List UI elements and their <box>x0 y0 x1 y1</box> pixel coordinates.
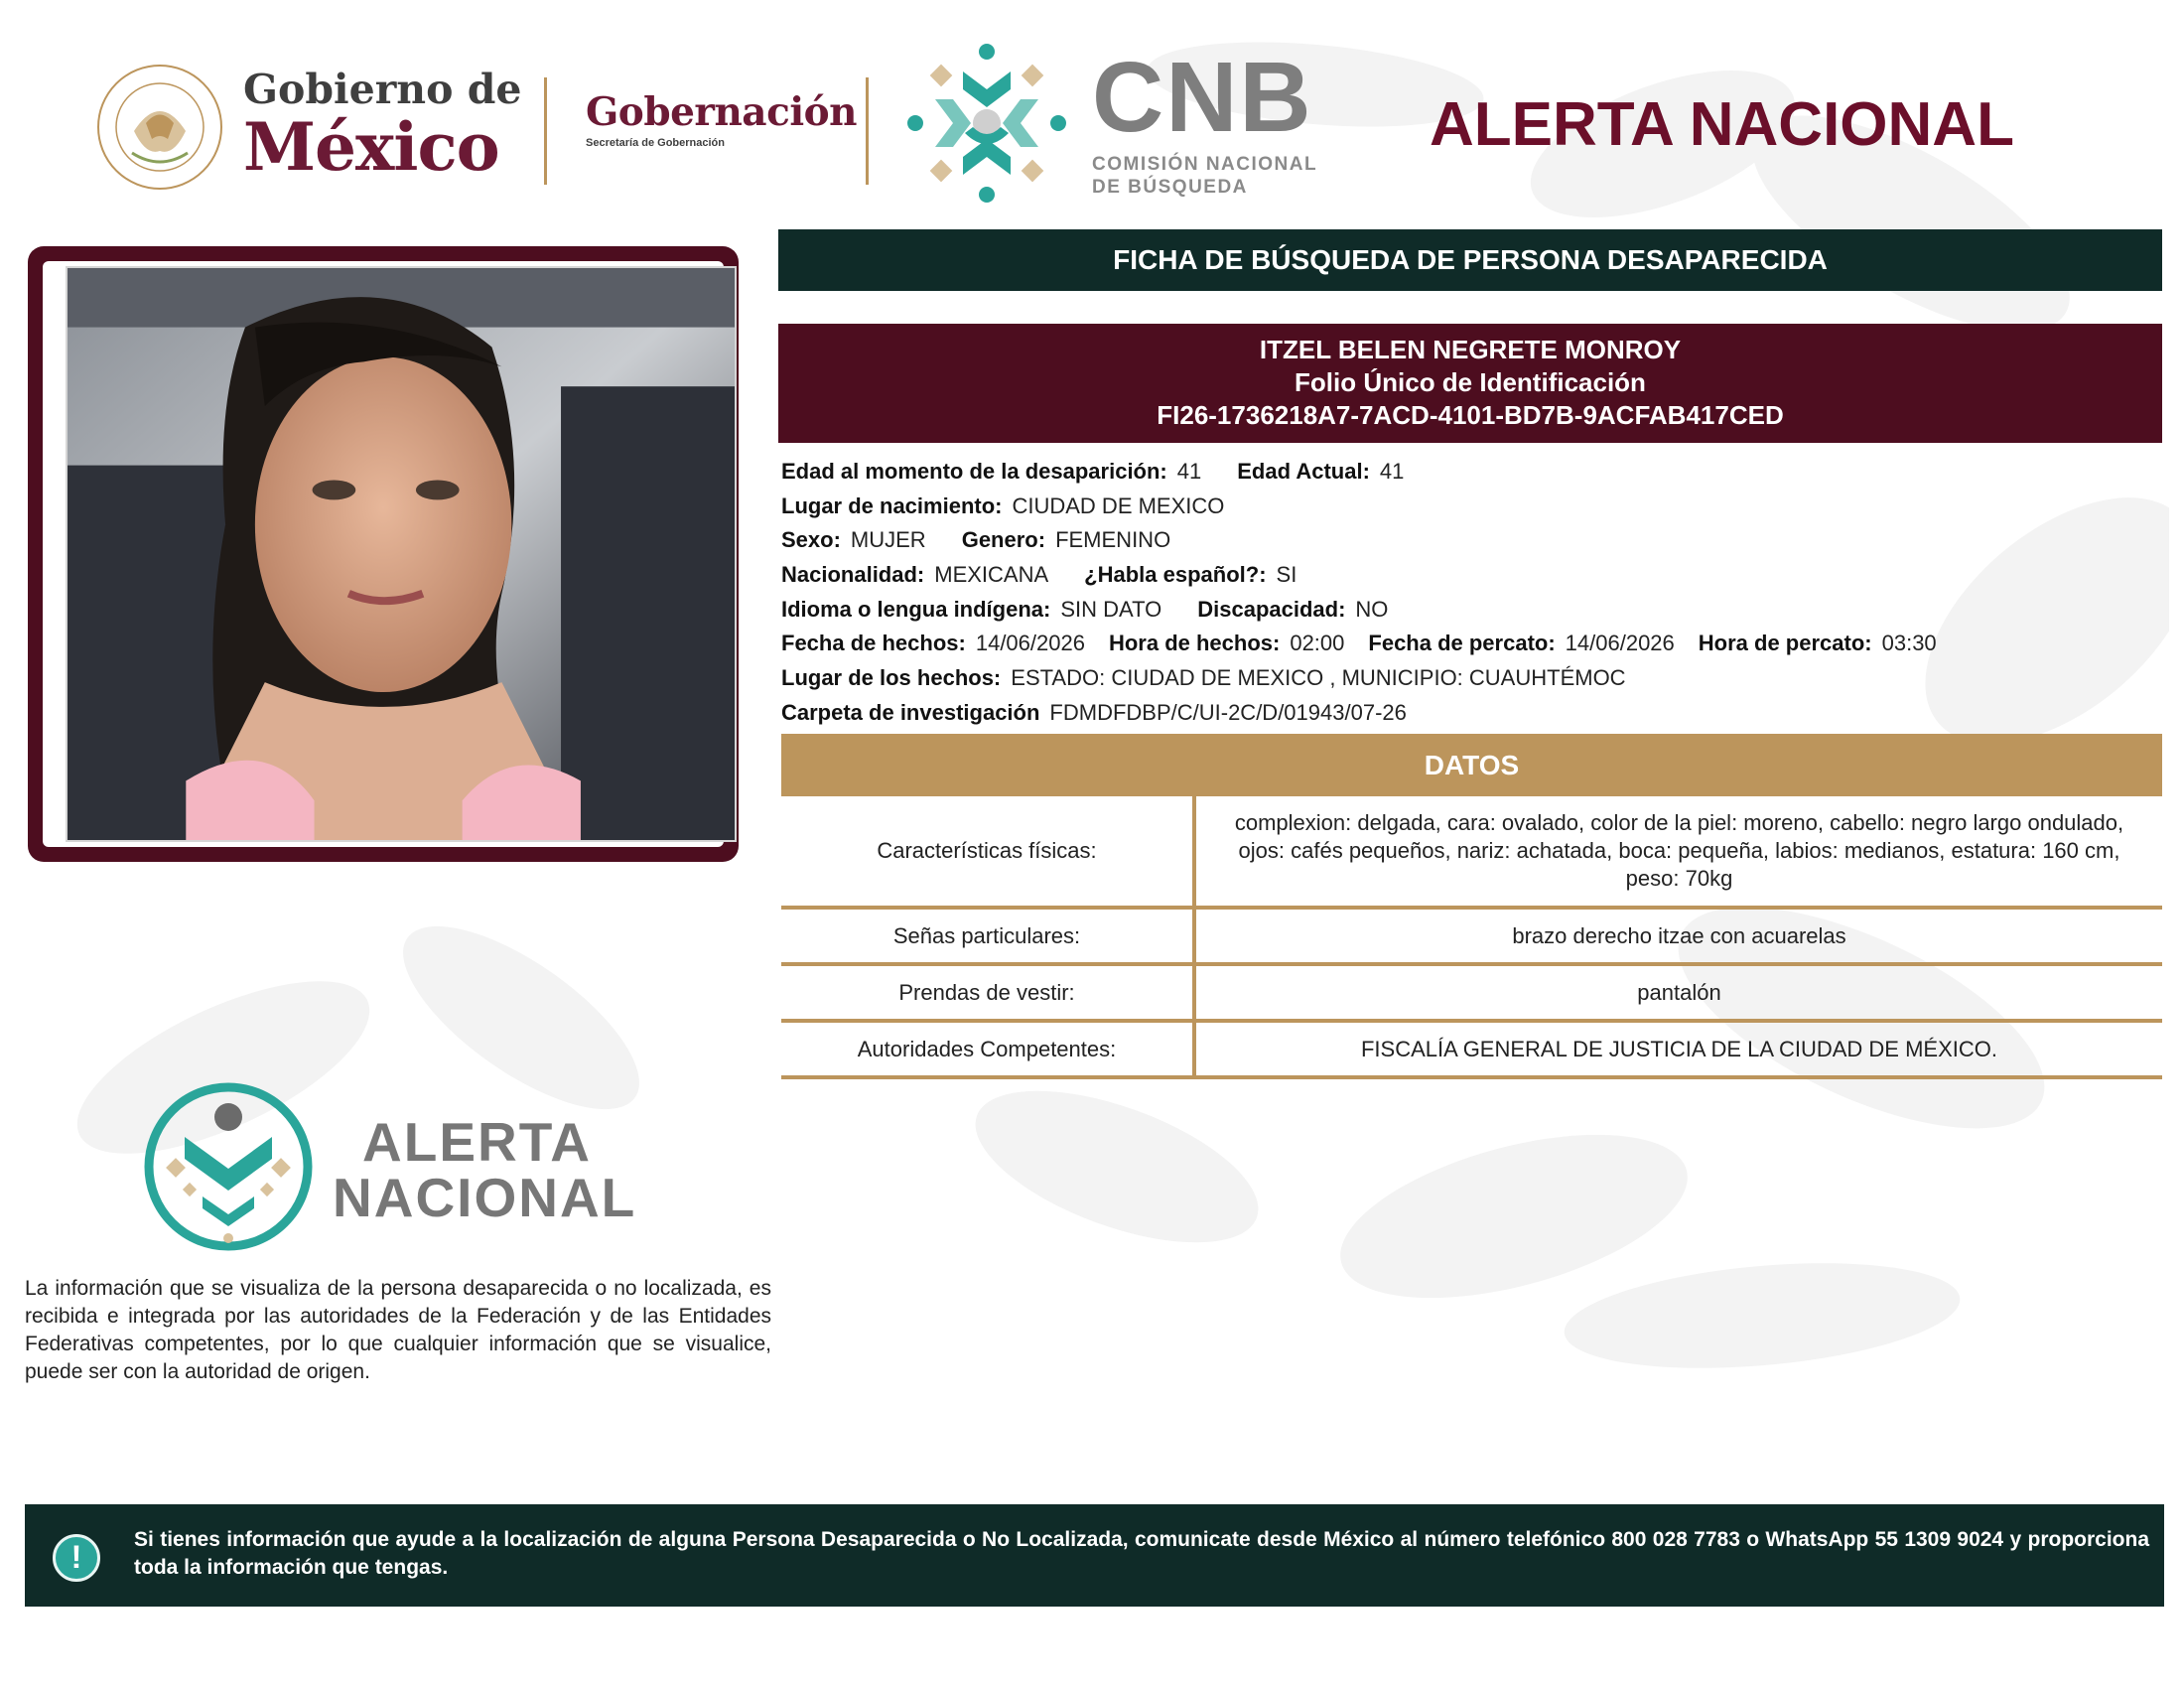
info-value: NO <box>1355 596 1389 622</box>
ficha-title-bar: FICHA DE BÚSQUEDA DE PERSONA DESAPARECIDA <box>778 229 2162 291</box>
info-value: 02:00 <box>1290 631 1345 656</box>
info-label: Fecha de percato: <box>1368 631 1556 656</box>
info-label: Hora de hechos: <box>1108 631 1281 656</box>
datos-label: Autoridades Competentes: <box>781 1021 1194 1077</box>
info-label: Fecha de hechos: <box>781 631 966 656</box>
alerta-nacional-logo-text <box>333 1111 680 1228</box>
table-row <box>781 964 2162 1021</box>
gobierno-line2: México <box>243 108 499 186</box>
alerta-logo-line2: NACIONAL <box>333 1167 637 1228</box>
header-divider <box>866 77 869 185</box>
missing-person-photo <box>66 266 737 842</box>
info-value: FDMDFDBP/C/UI-2C/D/01943/07-26 <box>1049 699 1407 725</box>
info-value: CIUDAD DE MEXICO <box>1012 492 1225 518</box>
table-row <box>781 796 2162 908</box>
info-label: Idioma o lengua indígena: <box>781 596 1051 622</box>
info-label: Carpeta de investigación <box>781 699 1040 725</box>
info-value: SIN DATO <box>1060 596 1162 622</box>
datos-label: Prendas de vestir: <box>781 964 1194 1021</box>
datos-label: Características físicas: <box>781 796 1194 908</box>
info-row-idioma <box>781 593 2151 628</box>
folio-label: Folio Único de Identificación <box>1295 367 1646 397</box>
info-label: Hora de percato: <box>1698 631 1872 656</box>
gobierno-mexico-logo <box>243 66 522 186</box>
person-identification-box <box>778 324 2162 443</box>
info-label: Discapacidad: <box>1197 596 1346 622</box>
info-value: FEMENINO <box>1055 527 1171 553</box>
info-label: ¿Habla español?: <box>1084 562 1267 588</box>
table-row <box>781 908 2162 964</box>
person-name: ITZEL BELEN NEGRETE MONROY <box>1259 335 1682 364</box>
datos-value: FISCALÍA GENERAL DE JUSTICIA DE LA CIUDAD DE MÉXICO. <box>1194 1021 2162 1077</box>
header-divider <box>544 77 547 185</box>
info-row-sexo <box>781 523 2151 558</box>
info-row-edad <box>781 455 2151 490</box>
info-row-carpeta <box>781 696 2151 731</box>
gobernacion-logo <box>586 89 858 149</box>
info-row-nacimiento <box>781 490 2151 524</box>
footer-contact-bar <box>25 1504 2164 1607</box>
gobierno-line1: Gobierno de <box>243 66 522 113</box>
datos-label: Señas particulares: <box>781 908 1194 964</box>
info-label: Edad Actual: <box>1237 459 1370 484</box>
exclamation-icon: ! <box>53 1534 100 1582</box>
info-label: Sexo: <box>781 527 841 553</box>
info-value: 03:30 <box>1881 631 1937 656</box>
gobernacion-subtitle: Secretaría de Gobernación <box>586 137 725 149</box>
alerta-logo-line1: ALERTA <box>362 1111 592 1173</box>
alerta-nacional-logo-icon <box>139 1077 318 1256</box>
info-value: MEXICANA <box>934 562 1049 588</box>
folio-id: FI26-1736218A7-7ACD-4101-BD7B-9ACFAB417CED <box>1157 400 1784 430</box>
alerta-nacional-title: ALERTA NACIONAL <box>1430 90 2014 159</box>
cnb-acronym: CNB <box>1092 42 1313 153</box>
person-info <box>781 455 2151 731</box>
info-value: 14/06/2026 <box>1565 631 1675 656</box>
info-value: ESTADO: CIUDAD DE MEXICO , MUNICIPIO: CUAUHTÉMOC <box>1011 665 1626 691</box>
datos-value: brazo derecho itzae con acuarelas <box>1194 908 2162 964</box>
mexico-seal-logo <box>94 62 225 193</box>
datos-value: complexion: delgada, cara: ovalado, color de la piel: moreno, cabello: negro largo ondulado, ojos: cafés pequeños, nariz: achatada, boca: pequeña, labios: medianos, estatura: 160 cm, peso: 70kg <box>1194 796 2162 908</box>
info-label: Lugar de los hechos: <box>781 665 1002 691</box>
info-value: 41 <box>1176 459 1202 484</box>
datos-title-bar: DATOS <box>781 734 2162 796</box>
info-value: 14/06/2026 <box>975 631 1085 656</box>
gobernacion-title: Gobernación <box>586 89 858 135</box>
info-row-fechas <box>781 627 2151 661</box>
footer-contact-text: Si tienes información que ayude a la localización de alguna Persona Desaparecida o No Localizada, comunicate desde México al número telefónico 800 028 7783 o WhatsApp 55 1309 9024 y proporciona toda la información que tengas. <box>134 1528 2149 1579</box>
datos-table <box>781 796 2162 1079</box>
disclaimer-text: La información que se visualiza de la persona desaparecida o no localizada, es recibida e integrada por las autoridades de la Federación y de las Entidades Federativas competentes, por lo que cualquier información que se visualice, puede ser con la autoridad de origen. <box>25 1277 771 1383</box>
info-row-nacionalidad <box>781 558 2151 593</box>
cnb-line2: DE BÚSQUEDA <box>1092 177 1248 198</box>
cnb-line1: COMISIÓN NACIONAL <box>1092 154 1318 175</box>
info-value: SI <box>1276 562 1297 588</box>
info-label: Lugar de nacimiento: <box>781 492 1003 518</box>
cnb-logo-icon <box>901 38 1072 209</box>
info-row-lugar <box>781 661 2151 696</box>
photo-frame <box>28 246 739 862</box>
info-label: Edad al momento de la desaparición: <box>781 459 1167 484</box>
info-value: 41 <box>1379 459 1405 484</box>
info-label: Nacionalidad: <box>781 562 925 588</box>
table-row <box>781 1021 2162 1077</box>
info-value: MUJER <box>850 527 926 553</box>
info-label: Genero: <box>961 527 1046 553</box>
datos-value: pantalón <box>1194 964 2162 1021</box>
cnb-logo-text <box>1092 42 1350 199</box>
